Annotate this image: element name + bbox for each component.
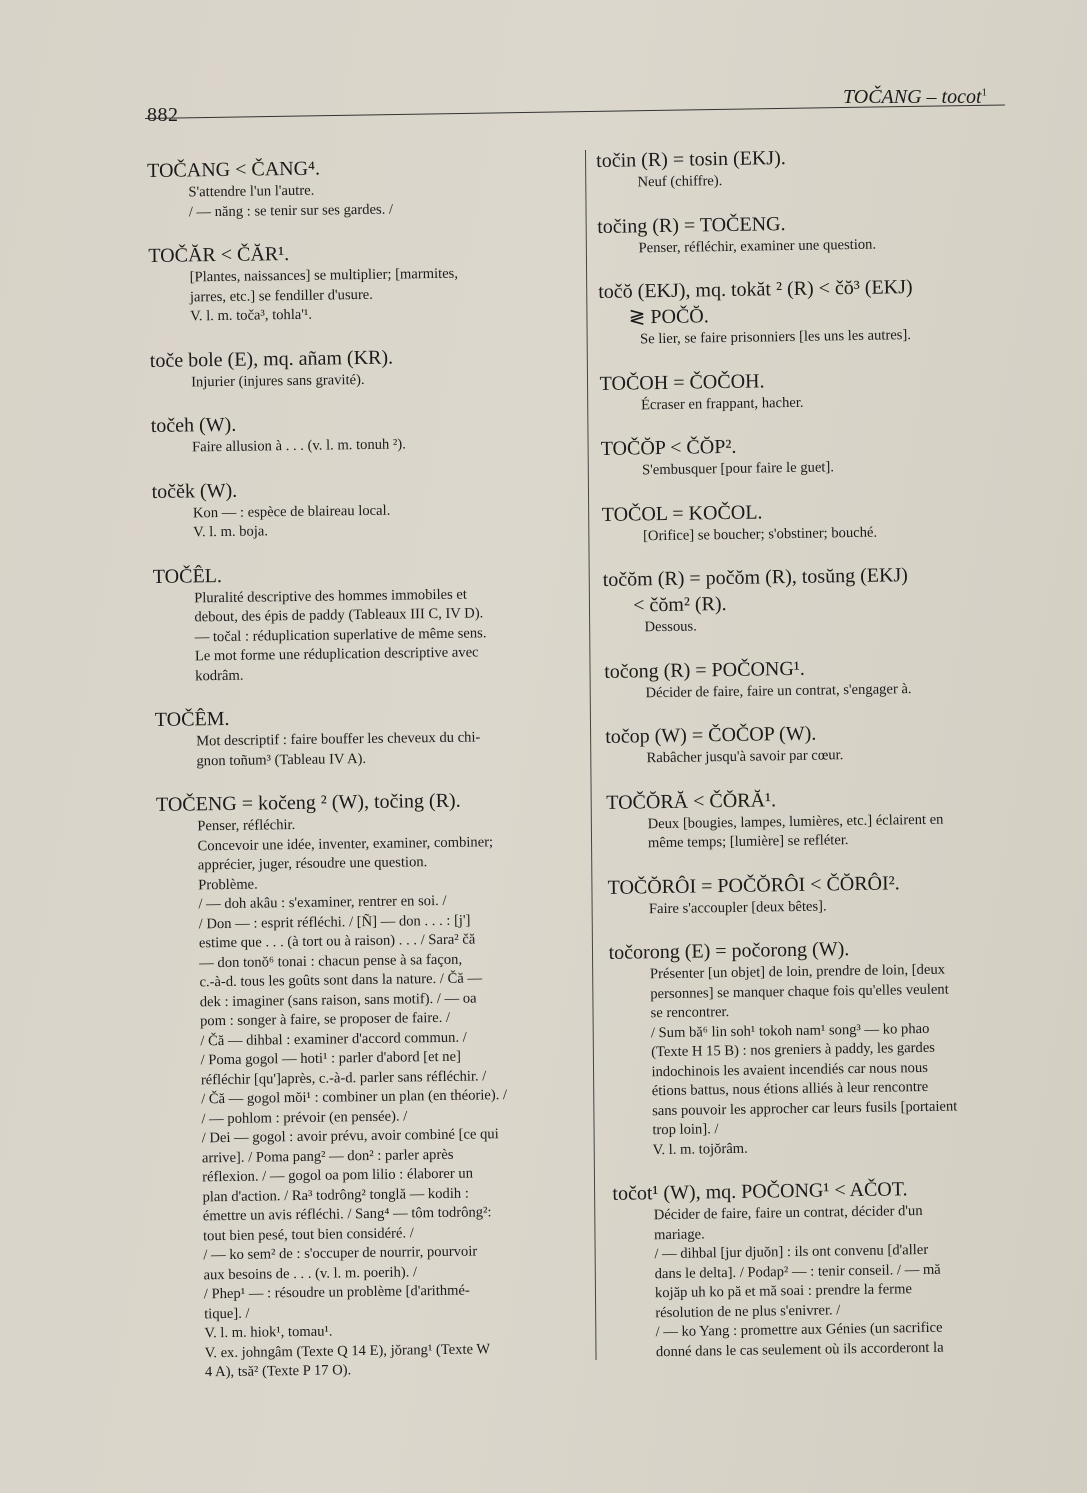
definition-line: réfléchir [qu']après, c.-à-d. parler sans réfléchir. /	[200, 1067, 487, 1088]
dictionary-entry	[597, 207, 1018, 259]
entry-headword-continuation: < čŏm² (R).	[633, 593, 727, 617]
dictionary-entry	[156, 786, 584, 1383]
entry-definition	[197, 812, 584, 1383]
definition-line: apprécier, juger, résoudre une question.	[197, 854, 428, 874]
entry-definition	[647, 809, 1027, 854]
definition-line: Faire allusion à . . . (v. l. m. tonuh ²).	[191, 436, 406, 456]
definition-line: émettre un avis réfléchi. / Sang⁴ — tôm todrông²:	[202, 1204, 492, 1225]
definition-line: S'embusquer [pour faire le guet].	[641, 459, 835, 479]
entry-headword: TOČANG < ČANG⁴.	[147, 157, 321, 182]
entry-headword: TOČOL = KOČOL.	[601, 500, 763, 526]
definition-line: Penser, réfléchir.	[197, 816, 296, 835]
definition-line: estime que . . . (à tort ou à raison) . . . / Sara² čă	[198, 931, 476, 952]
definition-line: Mot descriptif : faire bouffer les cheveux du chi-	[196, 729, 481, 750]
dictionary-entry	[602, 495, 1023, 547]
definition-line: Présenter [un objet] de loin, prendre de loin, [deux	[649, 961, 946, 983]
definition-line: / Don — : esprit réfléchi. / [Ñ] — don . . . : [j']	[198, 912, 471, 932]
entry-definition	[193, 499, 573, 543]
definition-line: Deux [bougies, lampes, lumières, etc.] éclairent en	[647, 811, 944, 832]
definition-line: — don tonŏ⁶ tonai : chacun pense à sa façon,	[199, 951, 463, 971]
definition-line: tique]. /	[204, 1305, 250, 1322]
running-head-text: TOČANG – tocot	[843, 86, 982, 108]
definition-line: mariage.	[653, 1225, 705, 1243]
definition-line: kojăp uh ko pă et mă soai : prendre la ferme	[654, 1281, 913, 1302]
entry-definition	[196, 727, 576, 771]
entry-headword: točŏ (EKJ), mq. tokăt ² (R) < čŏ³ (EKJ)	[598, 276, 913, 303]
dictionary-entry	[155, 701, 576, 772]
running-head-sup: 1	[981, 86, 988, 99]
definition-line: jarres, etc.] se fendiller d'usure.	[189, 286, 373, 305]
definition-line: — točal : réduplication superlative de même sens.	[194, 624, 487, 645]
definition-line: arrive]. / Poma pang² — don² : parler après	[201, 1146, 454, 1166]
dictionary-entry	[604, 652, 1025, 704]
definition-line: V. l. m. hiok¹, tomau¹.	[204, 1323, 333, 1342]
entry-headword: TOČĂR < ČĂR¹.	[148, 243, 290, 267]
definition-line: / Poma gogol — hoti¹ : parler d'abord [et ne]	[200, 1048, 462, 1069]
definition-line: c.-à-d. tous les goûts sont dans la nature. / Čă —	[199, 970, 483, 991]
page-number: 882	[147, 104, 179, 126]
definition-line: Décider de faire, faire un contrat, décider d'un	[653, 1203, 923, 1224]
entry-headword: TOČŎRÔI = POČŎRÔI < ČŎRÔI².	[607, 871, 900, 899]
entry-headword: točing (R) = TOČENG.	[597, 212, 786, 238]
dictionary-entry	[605, 717, 1026, 769]
entry-headword: točŏm (R) = počŏm (R), tosŭng (EKJ)	[602, 564, 909, 591]
definition-line: / Čă — gogol mŏi¹ : combiner un plan (en théorie). /	[201, 1087, 508, 1108]
entry-headword: točorong (E) = počorong (W).	[608, 938, 850, 964]
dictionary-entry	[153, 558, 575, 687]
dictionary-entry	[147, 152, 568, 223]
definition-line: trop loin]. /	[652, 1121, 719, 1139]
left-column	[147, 152, 584, 1403]
dictionary-entry	[596, 141, 1017, 193]
definition-line: Dessous.	[644, 618, 697, 636]
entry-definition	[190, 263, 570, 327]
definition-line: Se lier, se faire prisonniers [les uns les autres].	[639, 327, 912, 348]
entry-definition	[650, 959, 1032, 1160]
column-divider	[585, 150, 597, 1360]
definition-line: Penser, réfléchir, examiner une question.	[638, 236, 877, 256]
dictionary-entry	[148, 237, 569, 327]
definition-line: / — dihbal [jur djuŏn] : ils ont convenu [d'aller	[654, 1241, 929, 1263]
entry-headword: toče bole (E), mq. añam (KR).	[149, 346, 394, 372]
definition-line: V. l. m. tojŏrâm.	[652, 1140, 748, 1158]
entry-headword-continuation: ≷ POČŎ.	[628, 305, 709, 329]
entry-headword: točĕk (W).	[151, 479, 238, 503]
definition-line: personnes] se manquer chaque fois qu'elles veulent	[650, 981, 949, 1002]
definition-line: plan d'action. / Ra³ todrông² tonglă — kodih :	[202, 1185, 469, 1205]
entry-headword: TOČÊL.	[152, 564, 223, 588]
definition-line: pom : songer à faire, se proposer de faire. /	[199, 1009, 451, 1030]
definition-line: / Dei — gogol : avoir prévu, avoir combiné [ce qui	[201, 1126, 499, 1147]
definition-line: / Čă — dihbal : examiner d'accord commun. /	[200, 1029, 467, 1049]
entry-headword: TOČÊM.	[154, 707, 230, 731]
dictionary-entry	[612, 1174, 1035, 1363]
definition-line: étions battus, nous étions alliés à leur rencontre	[651, 1078, 929, 1100]
dictionary-entry	[603, 560, 1024, 638]
definition-line: se rencontrer.	[650, 1004, 730, 1022]
entry-definition	[188, 178, 568, 222]
definition-line: V. ex. johngâm (Texte Q 14 E), jŏrang¹ (Texte W	[204, 1340, 491, 1361]
definition-line: debout, des épis de paddy (Tableaux III C, IV D).	[194, 605, 484, 626]
definition-line: Neuf (chiffre).	[637, 173, 723, 191]
definition-line: Le mot forme une réduplication descriptive avec	[194, 644, 479, 665]
definition-line: gnon toñum³ (Tableau IV A).	[196, 750, 367, 769]
dictionary-entry	[598, 272, 1019, 350]
entry-definition	[194, 584, 574, 687]
definition-line: kodrâm.	[195, 667, 244, 684]
definition-line: (Texte H 15 B) : nos greniers à paddy, les gardes	[651, 1039, 936, 1061]
definition-line: indochinois les avaient incendiés car nous nous	[651, 1059, 929, 1080]
entry-headword: TOČŎRĂ < ČŎRĂ¹.	[606, 788, 777, 814]
dictionary-entry	[151, 407, 572, 458]
entry-headword: TOČENG = kočeng ² (W), točing (R).	[155, 789, 461, 816]
definition-line: / — năng : se tenir sur ses gardes. /	[188, 201, 394, 220]
right-column	[596, 141, 1035, 1382]
entry-headword: točong (R) = POČONG¹.	[604, 657, 805, 683]
entry-headword: TOČŎP < ČŎP².	[600, 435, 737, 460]
definition-line: / Phep¹ — : résoudre un problème [d'arithmé-	[203, 1282, 470, 1303]
definition-line: / — pohlom : prévoir (en pensée). /	[201, 1107, 408, 1127]
header-rule	[145, 104, 1005, 119]
definition-line: Pluralité descriptive des hommes immobiles et	[194, 586, 468, 606]
definition-line: Injurier (injures sans gravité).	[191, 371, 365, 390]
definition-line: même temps; [lumière] se refléter.	[647, 832, 849, 852]
entry-headword: točin (R) = tosin (EKJ).	[596, 147, 786, 172]
definition-line: S'attendre l'un l'autre.	[188, 182, 315, 201]
dictionary-entry	[606, 783, 1027, 855]
entry-headword: točop (W) = ČOČOP (W).	[605, 722, 817, 748]
dictionary-entry	[607, 868, 1028, 920]
definition-line: Kon — : espèce de blaireau local.	[192, 502, 391, 521]
dictionary-entry	[150, 342, 571, 393]
definition-line: donné dans le cas seulement où ils accorderont la	[655, 1339, 944, 1360]
definition-line: aux besoins de . . . (v. l. m. poerih). /	[203, 1263, 418, 1283]
definition-line: / Sum bă⁶ lin soh¹ tokoh nam¹ song³ — ko phao	[650, 1020, 930, 1041]
definition-line: Rabâcher jusqu'à savoir par cœur.	[646, 747, 844, 767]
entry-headword: točot¹ (W), mq. POČONG¹ < AČOT.	[612, 1178, 908, 1205]
entry-headword: TOČOH = ČOČOH.	[599, 369, 765, 395]
definition-line: / — ko sem² de : s'occuper de nourrir, pourvoir	[203, 1243, 478, 1264]
definition-line: V. l. m. boja.	[193, 523, 269, 541]
definition-line: Problème.	[198, 876, 258, 893]
definition-line: tout bien pesé, tout bien considéré. /	[202, 1224, 414, 1244]
definition-line: sans pouvoir les approcher car leurs fusils [portaient	[652, 1097, 958, 1119]
definition-line: réflexion. / — gogol oa pom lilio : élaborer un	[202, 1165, 474, 1186]
definition-line: dek : imaginer (sans raison, sans motif). / — oa	[199, 989, 477, 1010]
definition-line: [Orifice] se boucher; s'obstiner; bouché.	[642, 524, 878, 544]
dictionary-entry	[601, 429, 1022, 481]
entry-definition	[654, 1200, 1035, 1362]
definition-line: Écraser en frappant, hacher.	[640, 394, 804, 413]
definition-line: Faire s'accoupler [deux bêtes].	[648, 897, 827, 917]
dictionary-entry	[599, 364, 1020, 416]
entry-headword: točeh (W).	[150, 413, 237, 437]
definition-line: / — doh akâu : s'examiner, rentrer en soi. /	[198, 892, 447, 913]
definition-line: Décider de faire, faire un contrat, s'engager à.	[645, 680, 912, 701]
definition-line: résolution de ne plus s'enivrer. /	[655, 1301, 841, 1321]
dictionary-entry	[608, 933, 1031, 1161]
dictionary-entry	[151, 473, 572, 544]
definition-line: dans le delta]. / Podap² — : tenir conseil. / — mă	[654, 1261, 941, 1282]
definition-line: Concevoir une idée, inventer, examiner, combiner;	[197, 833, 494, 854]
definition-line: V. l. m. toča³, tohla'¹.	[190, 306, 313, 325]
definition-line: [Plantes, naissances] se multiplier; [marmites,	[189, 265, 459, 286]
definition-line: / — ko Yang : promettre aux Génies (un sacrifice	[655, 1319, 943, 1341]
definition-line: 4 A), tsă² (Texte P 17 O).	[204, 1362, 352, 1381]
